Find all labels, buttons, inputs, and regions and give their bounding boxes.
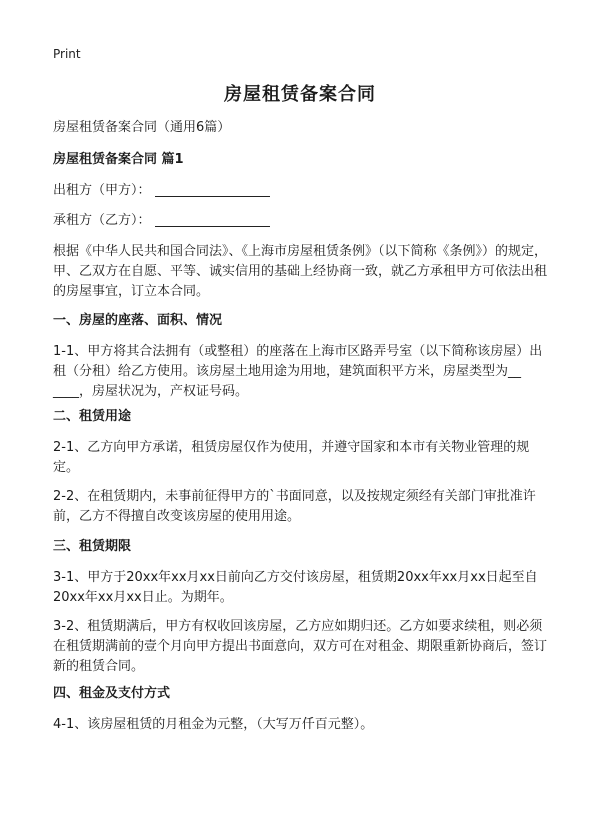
lessor-field (53, 181, 553, 201)
clause-paragraph: 2-1、乙方向甲方承诺，租赁房屋仅作为使用，并遵守国家和本市有关物业管理的规定。 (53, 440, 530, 475)
clause-paragraph: 3-2、租赁期满后，甲方有权收回该房屋，乙方应如期归还。乙方如要求续租，则必须在租赁期满前的壹个月向甲方提出书面意向，双方可在对租金、期限重新协商后，签订新的租赁合同。 (53, 619, 548, 674)
section-heading: 一、房屋的座落、面积、情况 (53, 313, 223, 328)
clause-paragraph: 1-1、甲方将其合法拥有（或整租）的座落在上海市区路弄号室（以下简称该房屋）出租（分租）给乙方使用。该房屋土地用途为用地，建筑面积平方米，房屋类型为__ ____，房屋状况为，产权证号码。 (53, 344, 543, 399)
clause-paragraph: 3-1、甲方于20xx年xx月xx日前向乙方交付该房屋，租赁期20xx年xx月xx日起至自20xx年xx月xx日止。为期年。 (53, 570, 538, 605)
clause-paragraph: 2-2、在租赁期内，未事前征得甲方的`书面同意，以及按规定须经有关部门审批准许前，乙方不得擅自改变该房屋的使用用途。 (53, 489, 536, 524)
lessor-blank (155, 182, 270, 197)
preamble-paragraph: 根据《中华人民共和国合同法》、《上海市房屋租赁条例》（以下简称《条例》）的规定，甲、乙双方在自愿、平等、诚实信用的基础上经协商一致，就乙方承租甲方可依法出租的房屋事宜，订立本合同。 (53, 244, 548, 299)
lessee-label: 承租方（乙方）： (53, 213, 151, 228)
document-subtitle: 房屋租赁备案合同（通用6篇） (53, 120, 231, 135)
section-heading-part1: 房屋租赁备案合同 篇1 (53, 152, 184, 167)
lessee-field (53, 211, 553, 231)
section-heading: 二、租赁用途 (53, 409, 132, 424)
section-heading: 三、租赁期限 (53, 539, 132, 554)
print-label[interactable]: Print (53, 47, 81, 61)
lessor-label: 出租方（甲方）： (53, 183, 151, 198)
document-title: 房屋租赁备案合同 (224, 84, 376, 105)
clause-paragraph: 4-1、该房屋租赁的月租金为元整，（大写万仟百元整）。 (53, 717, 374, 732)
lessee-blank (155, 212, 270, 227)
section-heading: 四、租金及支付方式 (53, 686, 171, 701)
